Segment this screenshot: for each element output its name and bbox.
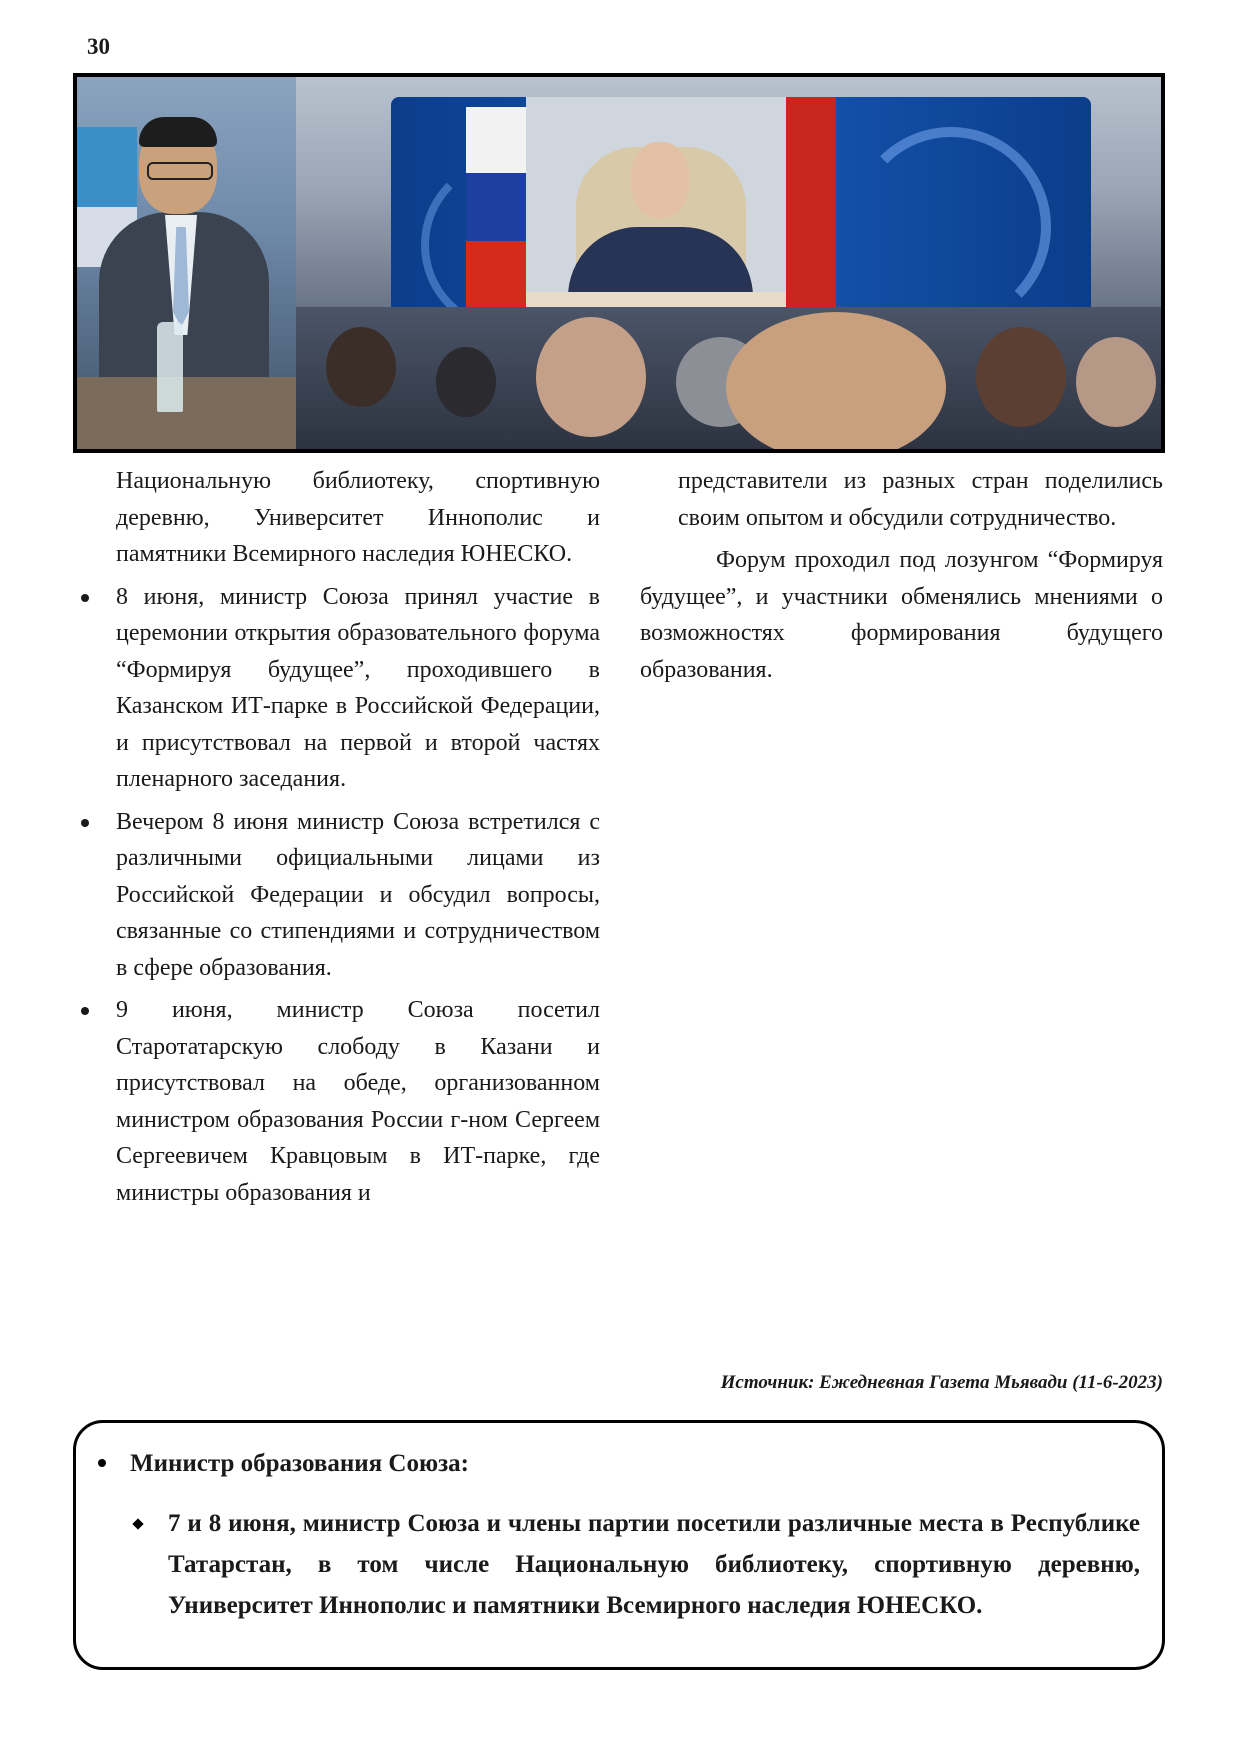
audience	[296, 307, 1161, 449]
list-item: Вечером 8 июня министр Союза встретился с различными официальными лицами из Российской Федерации и обсудил вопросы, связанные со стипендиями и сотрудничеством в сфере образования.	[78, 804, 600, 987]
right-column	[640, 463, 1163, 688]
source-citation: Источник: Ежедневная Газета Мьявади (11-6-2023)	[720, 1372, 1163, 1393]
event-photo	[73, 73, 1165, 453]
photo-minister-inset	[77, 77, 296, 449]
list-item: 9 июня, министр Союза посетил Старотатарскую слободу в Казани и присутствовал на обеде, организованном министром образования России г-ном Сергеем Сергеевичем Кравцовым в ИТ-парке, где министры образования и	[78, 992, 600, 1211]
right-continuation-text: представители из разных стран поделились своим опытом и обсудили сотрудничество.	[678, 468, 1163, 531]
diamond-bullet-icon	[132, 1518, 143, 1529]
right-paragraph: Форум проходил под лозунгом “Формируя будущее”, и участники обменялись мнениями о возможностях формирования будущего образования.	[640, 547, 1163, 683]
list-item: 8 июня, министр Союза принял участие в церемонии открытия образовательного форума “Формируя будущее”, проходившего в Казанском ИТ-парке в Российской Федерации, и присутствовал на первой и второй частях пленарного заседания.	[78, 579, 600, 798]
summary-item: 7 и 8 июня, министр Союза и члены партии посетили различные места в Республике Татарстан, в том числе Национальную библиотеку, спортивную деревню, Университет Иннополис и памятники Всемирного наследия ЮНЕСКО.	[168, 1510, 1140, 1619]
flag-icon	[466, 107, 526, 307]
bullet-icon	[98, 1459, 106, 1467]
photo-forum-hall	[296, 77, 1161, 449]
left-column	[78, 463, 600, 1217]
page-number: 30	[87, 34, 110, 59]
summary-box	[73, 1420, 1165, 1670]
left-bullet-list	[78, 579, 600, 1212]
summary-heading: Министр образования Союза:	[130, 1450, 469, 1477]
left-continuation-text: Национальную библиотеку, спортивную деревню, Университет Иннополис и памятники Всемирного наследия ЮНЕСКО.	[116, 468, 600, 567]
